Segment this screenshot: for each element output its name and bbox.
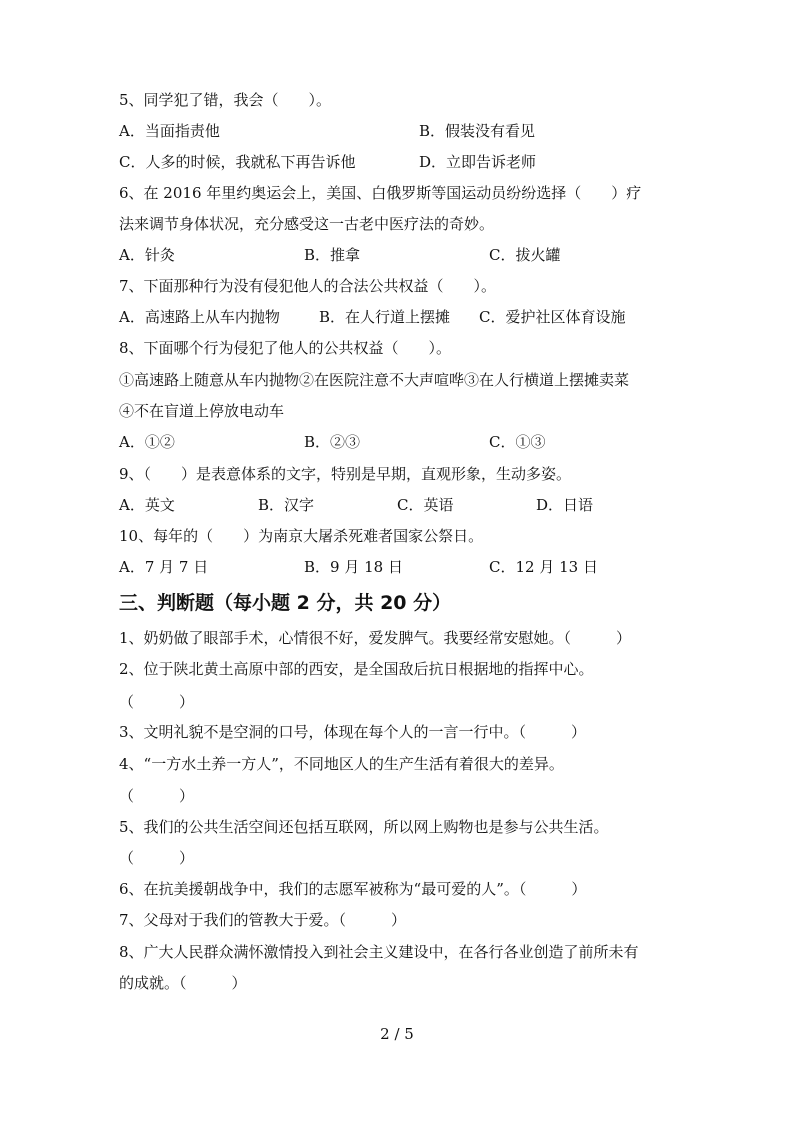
- question-9-stem: 9、（ ）是表意体系的文字，特别是早期，直观形象，生动多姿。: [119, 465, 572, 483]
- judgment-line: （ ）: [119, 849, 195, 867]
- page-number: 2 / 5: [380, 1025, 414, 1043]
- question-5-stem: 5、同学犯了错，我会（ ）。: [119, 91, 332, 109]
- question-7-stem: 7、下面那种行为没有侵犯他人的合法公共权益（ ）。: [119, 277, 497, 295]
- question-6-option-b: B．推拿: [304, 246, 361, 264]
- question-8-stem-line-1: 8、下面哪个行为侵犯了他人的公共权益（ ）。: [119, 339, 452, 357]
- judgment-line: 3、文明礼貌不是空洞的口号，体现在每个人的一言一行中。（ ）: [119, 723, 587, 741]
- question-7-option-b: B．在人行道上摆摊: [319, 308, 451, 326]
- question-8-option-b: B．②③: [304, 433, 361, 451]
- question-6-option-a: A．针灸: [119, 246, 175, 264]
- question-10-option-b: B．9 月 18 日: [304, 558, 403, 576]
- judgment-line: 2、位于陕北黄土高原中部的西安，是全国敌后抗日根据地的指挥中心。: [119, 660, 594, 678]
- question-10-stem: 10、每年的（ ）为南京大屠杀死难者国家公祭日。: [119, 527, 484, 545]
- question-5-option-c: C．人多的时候，我就私下再告诉他: [119, 153, 356, 171]
- judgment-line: 5、我们的公共生活空间还包括互联网，所以网上购物也是参与公共生活。: [119, 818, 609, 836]
- question-9-option-d: D．日语: [536, 496, 594, 514]
- question-7-option-a: A．高速路上从车内抛物: [119, 308, 280, 326]
- question-10-option-c: C．12 月 13 日: [489, 558, 598, 576]
- judgment-line: 的成就。（ ）: [119, 974, 247, 992]
- question-8-option-a: A．①②: [119, 433, 175, 451]
- judgment-line: 8、广大人民群众满怀激情投入到社会主义建设中，在各行各业创造了前所未有: [119, 943, 639, 961]
- section-title: 三、判断题（每小题 2 分，共 20 分）: [119, 592, 452, 614]
- question-6-stem-line-2: 法来调节身体状况，充分感受这一古老中医疗法的奇妙。: [119, 215, 495, 233]
- judgment-line: （ ）: [119, 693, 195, 711]
- question-6-stem-line-1: 6、在 2016 年里约奥运会上，美国、白俄罗斯等国运动员纷纷选择（ ）疗: [119, 184, 642, 202]
- question-10-option-a: A．7 月 7 日: [119, 558, 209, 576]
- question-9-option-b: B．汉字: [258, 496, 315, 514]
- judgment-line: 4、“一方水土养一方人”，不同地区人的生产生活有着很大的差异。: [119, 755, 564, 773]
- question-7-option-c: C．爱护社区体育设施: [479, 308, 626, 326]
- question-5-option-d: D．立即告诉老师: [419, 153, 537, 171]
- question-8-stem-line-2: ①高速路上随意从车内抛物②在医院注意不大声喧哗③在人行横道上摆摊卖菜: [119, 371, 630, 389]
- question-8-stem-line-3: ④不在盲道上停放电动车: [119, 402, 285, 420]
- judgment-line: 1、奶奶做了眼部手术，心情很不好，爱发脾气。我要经常安慰她。（ ）: [119, 629, 632, 647]
- judgment-line: （ ）: [119, 787, 195, 805]
- question-5-option-b: B．假装没有看见: [419, 122, 536, 140]
- question-8-option-c: C．①③: [489, 433, 546, 451]
- question-6-option-c: C．拔火罐: [489, 246, 561, 264]
- question-5-option-a: A．当面指责他: [119, 122, 220, 140]
- question-9-option-c: C．英语: [397, 496, 454, 514]
- judgment-line: 6、在抗美援朝战争中，我们的志愿军被称为“最可爱的人”。（ ）: [119, 880, 587, 898]
- question-9-option-a: A．英文: [119, 496, 175, 514]
- judgment-line: 7、父母对于我们的管教大于爱。（ ）: [119, 911, 407, 929]
